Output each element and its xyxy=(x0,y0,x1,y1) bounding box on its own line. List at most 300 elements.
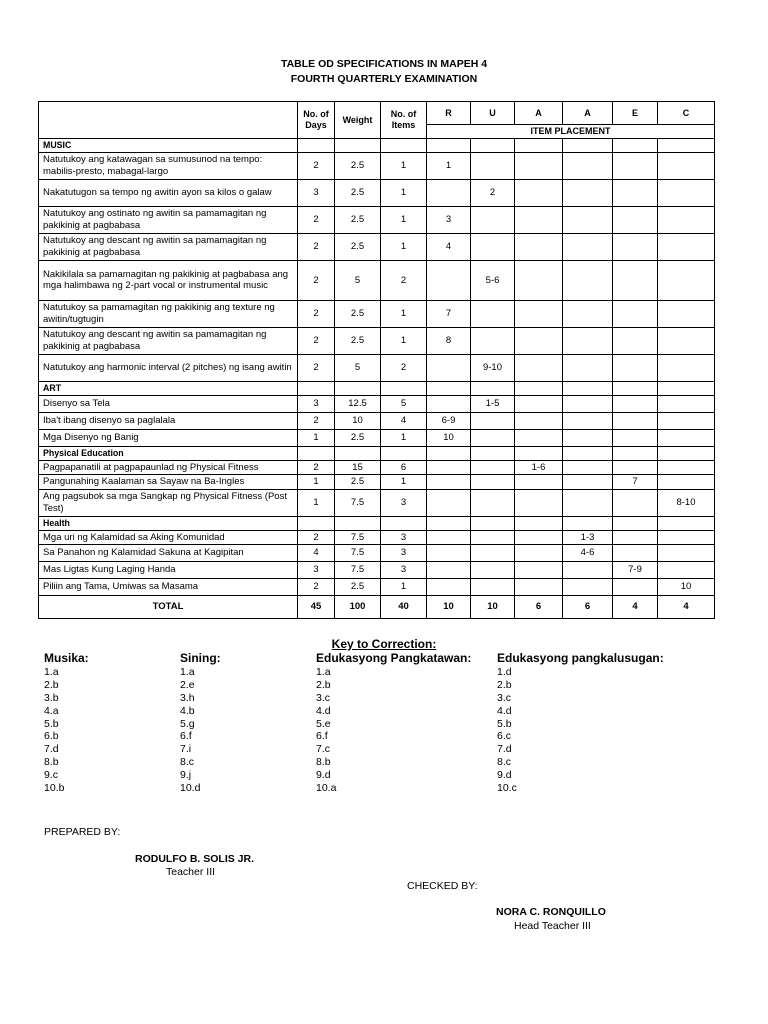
checked-by-title: Head Teacher III xyxy=(514,920,591,932)
key-heading: Musika: xyxy=(44,651,89,665)
a2-cell xyxy=(563,300,613,327)
r-cell xyxy=(427,578,471,595)
r-cell xyxy=(427,561,471,578)
c-cell xyxy=(658,561,715,578)
a2-cell xyxy=(563,475,613,489)
e-cell xyxy=(613,152,658,179)
key-heading: Edukasyong pangkalusugan: xyxy=(497,651,664,665)
empty-cell xyxy=(471,446,515,460)
key-answer: 10.c xyxy=(497,782,517,795)
key-column-sining xyxy=(180,651,221,795)
c-cell xyxy=(658,412,715,429)
empty-cell xyxy=(298,516,335,530)
r-cell xyxy=(427,530,471,544)
days-cell: 1 xyxy=(298,475,335,489)
a2-cell xyxy=(563,412,613,429)
u-cell xyxy=(471,475,515,489)
e-cell: 7-9 xyxy=(613,561,658,578)
e-cell xyxy=(613,260,658,300)
competency-cell: Natutukoy ang ostinato ng awitin sa pamamagitan ng pakikinig at pagbabasa xyxy=(39,206,298,233)
table-row xyxy=(39,530,715,544)
competency-cell: Piliin ang Tama, Umiwas sa Masama xyxy=(39,578,298,595)
total-u-cell: 10 xyxy=(471,595,515,618)
key-answer: 3.c xyxy=(316,691,331,704)
e-cell xyxy=(613,327,658,354)
total-days-cell: 45 xyxy=(298,595,335,618)
competency-header xyxy=(39,102,298,139)
key-answer: 7.c xyxy=(316,743,331,756)
u-cell xyxy=(471,152,515,179)
u-cell xyxy=(471,460,515,474)
key-column-pangkatawan xyxy=(316,651,471,795)
a2-cell xyxy=(563,561,613,578)
a1-cell xyxy=(515,179,563,206)
u-cell: 1-5 xyxy=(471,395,515,412)
empty-cell xyxy=(658,138,715,152)
c-cell xyxy=(658,260,715,300)
empty-cell xyxy=(613,138,658,152)
empty-cell xyxy=(613,446,658,460)
items-cell: 3 xyxy=(381,544,427,561)
table-row xyxy=(39,152,715,179)
items-cell: 1 xyxy=(381,429,427,446)
weight-cell: 2.5 xyxy=(335,578,381,595)
c-cell: 10 xyxy=(658,578,715,595)
r-cell: 6-9 xyxy=(427,412,471,429)
c-cell xyxy=(658,429,715,446)
key-answer: 9.j xyxy=(180,769,192,782)
items-cell: 1 xyxy=(381,475,427,489)
empty-cell xyxy=(515,516,563,530)
weight-cell: 5 xyxy=(335,260,381,300)
key-answer: 9.c xyxy=(44,769,59,782)
items-cell: 3 xyxy=(381,489,427,516)
section-row xyxy=(39,381,715,395)
competency-cell: Natutukoy ang descant ng awitin sa pamamagitan ng pakikinig at pagbabasa xyxy=(39,327,298,354)
e-cell xyxy=(613,206,658,233)
r-cell xyxy=(427,260,471,300)
key-answer: 4.b xyxy=(180,704,195,717)
weight-cell: 2.5 xyxy=(335,475,381,489)
competency-cell: Pagpapanatili at pagpapaunlad ng Physical Fitness xyxy=(39,460,298,474)
competency-cell: Mas Ligtas Kung Laging Handa xyxy=(39,561,298,578)
c-cell xyxy=(658,300,715,327)
days-cell: 2 xyxy=(298,530,335,544)
section-row xyxy=(39,516,715,530)
e-cell xyxy=(613,489,658,516)
key-answer: 1.a xyxy=(44,666,59,678)
document-title: TABLE OD SPECIFICATIONS IN MAPEH 4 xyxy=(280,58,488,70)
empty-cell xyxy=(335,446,381,460)
c-cell xyxy=(658,460,715,474)
key-answer: 4.d xyxy=(497,704,512,717)
a1-cell xyxy=(515,354,563,381)
empty-cell xyxy=(563,516,613,530)
u-cell xyxy=(471,561,515,578)
r-cell xyxy=(427,544,471,561)
e-header: E xyxy=(613,102,658,125)
r-cell xyxy=(427,475,471,489)
a2-cell xyxy=(563,489,613,516)
days-cell: 2 xyxy=(298,578,335,595)
key-heading: Sining: xyxy=(180,651,221,665)
e-cell xyxy=(613,429,658,446)
c-cell xyxy=(658,544,715,561)
empty-cell xyxy=(658,381,715,395)
empty-cell xyxy=(381,446,427,460)
weight-cell: 12.5 xyxy=(335,395,381,412)
a2-header: A xyxy=(563,102,613,125)
r-cell xyxy=(427,489,471,516)
competency-cell: Pangunahing Kaalaman sa Sayaw na Ba-Ingles xyxy=(39,475,298,489)
total-e-cell: 4 xyxy=(613,595,658,618)
empty-cell xyxy=(335,381,381,395)
key-answer: 6.f xyxy=(180,730,192,743)
section-row xyxy=(39,446,715,460)
section-title: Physical Education xyxy=(39,446,298,460)
weight-cell: 2.5 xyxy=(335,179,381,206)
weight-cell: 7.5 xyxy=(335,544,381,561)
key-answer: 3.b xyxy=(44,691,59,704)
u-header: U xyxy=(471,102,515,125)
empty-cell xyxy=(658,446,715,460)
section-title: Health xyxy=(39,516,298,530)
key-answer: 9.d xyxy=(497,769,512,782)
key-answer: 4.d xyxy=(316,704,331,717)
days-cell: 2 xyxy=(298,233,335,260)
a1-cell xyxy=(515,489,563,516)
days-header: No. of Days xyxy=(298,102,335,139)
weight-cell: 5 xyxy=(335,354,381,381)
key-answer: 10.b xyxy=(44,782,65,795)
weight-cell: 2.5 xyxy=(335,429,381,446)
u-cell xyxy=(471,327,515,354)
days-cell: 2 xyxy=(298,260,335,300)
key-answer: 8.b xyxy=(44,756,59,769)
table-row xyxy=(39,544,715,561)
e-cell xyxy=(613,300,658,327)
a2-cell xyxy=(563,429,613,446)
e-cell xyxy=(613,530,658,544)
key-answer: 8.c xyxy=(497,756,512,769)
competency-cell: Nakatutugon sa tempo ng awitin ayon sa kilos o galaw xyxy=(39,179,298,206)
key-answer: 5.b xyxy=(497,717,512,730)
section-title: MUSIC xyxy=(39,138,298,152)
a1-cell xyxy=(515,300,563,327)
c-cell xyxy=(658,475,715,489)
checked-by-name: NORA C. RONQUILLO xyxy=(496,906,606,918)
a2-cell xyxy=(563,206,613,233)
r-cell xyxy=(427,179,471,206)
key-answer: 1.d xyxy=(497,666,512,678)
weight-cell: 2.5 xyxy=(335,206,381,233)
a1-cell xyxy=(515,412,563,429)
key-answer: 5.e xyxy=(316,717,331,730)
checked-by-label: CHECKED BY: xyxy=(407,880,478,892)
key-answer: 2.b xyxy=(497,678,512,691)
empty-cell xyxy=(471,381,515,395)
total-a2-cell: 6 xyxy=(563,595,613,618)
days-cell: 1 xyxy=(298,429,335,446)
total-items-cell: 40 xyxy=(381,595,427,618)
table-row xyxy=(39,206,715,233)
e-cell xyxy=(613,233,658,260)
empty-cell xyxy=(381,516,427,530)
days-cell: 2 xyxy=(298,412,335,429)
a2-cell: 1-3 xyxy=(563,530,613,544)
e-cell xyxy=(613,395,658,412)
table-row xyxy=(39,354,715,381)
key-title: Key to Correction: xyxy=(331,637,437,651)
table-body xyxy=(39,138,715,618)
c-cell xyxy=(658,233,715,260)
empty-cell xyxy=(427,381,471,395)
competency-cell: Sa Panahon ng Kalamidad Sakuna at Kagipitan xyxy=(39,544,298,561)
items-cell: 5 xyxy=(381,395,427,412)
days-cell: 1 xyxy=(298,489,335,516)
key-answer: 8.b xyxy=(316,756,331,769)
weight-cell: 7.5 xyxy=(335,489,381,516)
r-cell xyxy=(427,354,471,381)
key-answer: 7.d xyxy=(497,743,512,756)
prepared-by-title: Teacher III xyxy=(166,866,216,878)
competency-cell: Disenyo sa Tela xyxy=(39,395,298,412)
a1-cell xyxy=(515,152,563,179)
days-cell: 3 xyxy=(298,179,335,206)
items-cell: 6 xyxy=(381,460,427,474)
u-cell xyxy=(471,544,515,561)
c-cell xyxy=(658,354,715,381)
weight-cell: 2.5 xyxy=(335,327,381,354)
r-cell xyxy=(427,460,471,474)
key-answer: 3.h xyxy=(180,691,195,704)
u-cell xyxy=(471,429,515,446)
a1-cell xyxy=(515,395,563,412)
a2-cell xyxy=(563,260,613,300)
weight-cell: 15 xyxy=(335,460,381,474)
r-header: R xyxy=(427,102,471,125)
u-cell: 5-6 xyxy=(471,260,515,300)
r-cell: 8 xyxy=(427,327,471,354)
a2-cell: 4-6 xyxy=(563,544,613,561)
empty-cell xyxy=(658,516,715,530)
u-cell xyxy=(471,578,515,595)
e-cell xyxy=(613,354,658,381)
table-row xyxy=(39,327,715,354)
u-cell xyxy=(471,206,515,233)
r-cell: 1 xyxy=(427,152,471,179)
a2-cell xyxy=(563,354,613,381)
key-heading: Edukasyong Pangkatawan: xyxy=(316,651,472,665)
total-c-cell: 4 xyxy=(658,595,715,618)
specifications-table xyxy=(38,101,715,619)
empty-cell xyxy=(298,381,335,395)
r-cell: 10 xyxy=(427,429,471,446)
weight-cell: 2.5 xyxy=(335,300,381,327)
empty-cell xyxy=(471,516,515,530)
r-cell: 7 xyxy=(427,300,471,327)
weight-header: Weight xyxy=(335,102,381,139)
a1-cell xyxy=(515,233,563,260)
key-answer: 6.c xyxy=(497,730,512,743)
days-cell: 2 xyxy=(298,327,335,354)
empty-cell xyxy=(515,381,563,395)
days-cell: 2 xyxy=(298,152,335,179)
days-cell: 2 xyxy=(298,300,335,327)
key-column-pangkalusugan xyxy=(497,651,664,795)
weight-cell: 10 xyxy=(335,412,381,429)
key-answer: 2.b xyxy=(316,678,331,691)
u-cell xyxy=(471,489,515,516)
a1-cell xyxy=(515,578,563,595)
a1-cell xyxy=(515,561,563,578)
table-row xyxy=(39,412,715,429)
competency-cell: Natutukoy sa pamamagitan ng pakikinig ang texture ng awitin/tugtugin xyxy=(39,300,298,327)
items-cell: 1 xyxy=(381,300,427,327)
key-answer: 9.d xyxy=(316,769,331,782)
empty-cell xyxy=(613,516,658,530)
a1-cell: 1-6 xyxy=(515,460,563,474)
key-answer: 8.c xyxy=(180,756,195,769)
a1-cell xyxy=(515,544,563,561)
items-header: No. of Items xyxy=(381,102,427,139)
a1-cell xyxy=(515,327,563,354)
u-cell xyxy=(471,300,515,327)
key-answer: 1.a xyxy=(316,666,331,678)
c-cell xyxy=(658,206,715,233)
competency-cell: Ang pagsubok sa mga Sangkap ng Physical Fitness (Post Test) xyxy=(39,489,298,516)
a1-cell xyxy=(515,206,563,233)
weight-cell: 2.5 xyxy=(335,152,381,179)
r-cell: 4 xyxy=(427,233,471,260)
competency-cell: Nakikilala sa pamamagitan ng pakikinig at pagbabasa ang mga halimbawa ng 2-part vocal or instrumental music xyxy=(39,260,298,300)
total-row xyxy=(39,595,715,618)
competency-cell: Mga Disenyo ng Banig xyxy=(39,429,298,446)
key-answer: 2.e xyxy=(180,678,195,691)
a1-header: A xyxy=(515,102,563,125)
e-cell xyxy=(613,179,658,206)
items-cell: 4 xyxy=(381,412,427,429)
a2-cell xyxy=(563,578,613,595)
prepared-by-label: PREPARED BY: xyxy=(44,826,121,838)
items-cell: 1 xyxy=(381,233,427,260)
key-answer: 1.a xyxy=(180,666,195,678)
e-cell xyxy=(613,578,658,595)
empty-cell xyxy=(515,446,563,460)
key-answer: 6.b xyxy=(44,730,59,743)
key-answer: 4.a xyxy=(44,704,59,717)
u-cell xyxy=(471,233,515,260)
days-cell: 2 xyxy=(298,206,335,233)
table-row xyxy=(39,260,715,300)
key-answer: 10.a xyxy=(316,782,337,795)
a2-cell xyxy=(563,179,613,206)
e-cell xyxy=(613,412,658,429)
a2-cell xyxy=(563,327,613,354)
u-cell: 9-10 xyxy=(471,354,515,381)
section-title: ART xyxy=(39,381,298,395)
competency-cell: Iba't ibang disenyo sa paglalala xyxy=(39,412,298,429)
empty-cell xyxy=(381,138,427,152)
table-row xyxy=(39,233,715,260)
table-row xyxy=(39,460,715,474)
days-cell: 2 xyxy=(298,460,335,474)
u-cell: 2 xyxy=(471,179,515,206)
total-label-cell: TOTAL xyxy=(39,595,298,618)
document-subtitle: FOURTH QUARTERLY EXAMINATION xyxy=(290,73,478,85)
table-row xyxy=(39,475,715,489)
items-cell: 1 xyxy=(381,152,427,179)
items-cell: 2 xyxy=(381,354,427,381)
items-cell: 3 xyxy=(381,561,427,578)
c-cell xyxy=(658,395,715,412)
empty-cell xyxy=(335,138,381,152)
key-answer: 10.d xyxy=(180,782,201,795)
key-column-musika xyxy=(44,651,89,795)
c-header: C xyxy=(658,102,715,125)
c-cell xyxy=(658,179,715,206)
a2-cell xyxy=(563,460,613,474)
empty-cell xyxy=(613,381,658,395)
items-cell: 1 xyxy=(381,327,427,354)
c-cell xyxy=(658,327,715,354)
competency-cell: Natutukoy ang katawagan sa sumusunod na tempo: mabilis-presto, mabagal-largo xyxy=(39,152,298,179)
prepared-by-name: RODULFO B. SOLIS JR. xyxy=(135,853,255,865)
weight-cell: 7.5 xyxy=(335,530,381,544)
a1-cell xyxy=(515,429,563,446)
a1-cell xyxy=(515,530,563,544)
section-row xyxy=(39,138,715,152)
key-answer: 7.i xyxy=(180,743,192,756)
empty-cell xyxy=(427,516,471,530)
weight-cell: 2.5 xyxy=(335,233,381,260)
empty-cell xyxy=(563,446,613,460)
a2-cell xyxy=(563,395,613,412)
e-cell: 7 xyxy=(613,475,658,489)
e-cell xyxy=(613,460,658,474)
e-cell xyxy=(613,544,658,561)
items-cell: 1 xyxy=(381,206,427,233)
table-row xyxy=(39,429,715,446)
items-cell: 1 xyxy=(381,179,427,206)
r-cell: 3 xyxy=(427,206,471,233)
empty-cell xyxy=(471,138,515,152)
items-cell: 1 xyxy=(381,578,427,595)
a1-cell xyxy=(515,475,563,489)
key-answer: 7.d xyxy=(44,743,59,756)
c-cell xyxy=(658,152,715,179)
total-a1-cell: 6 xyxy=(515,595,563,618)
key-answer: 5.b xyxy=(44,717,59,730)
a2-cell xyxy=(563,233,613,260)
weight-cell: 7.5 xyxy=(335,561,381,578)
empty-cell xyxy=(381,381,427,395)
c-cell: 8-10 xyxy=(658,489,715,516)
key-answer: 5.g xyxy=(180,717,195,730)
competency-cell: Mga uri ng Kalamidad sa Aking Komunidad xyxy=(39,530,298,544)
days-cell: 3 xyxy=(298,561,335,578)
days-cell: 2 xyxy=(298,354,335,381)
table-row xyxy=(39,578,715,595)
key-answer: 2.b xyxy=(44,678,59,691)
table-row xyxy=(39,489,715,516)
key-answer: 6.f xyxy=(316,730,328,743)
a1-cell xyxy=(515,260,563,300)
table-row xyxy=(39,300,715,327)
empty-cell xyxy=(563,138,613,152)
competency-cell: Natutukoy ang harmonic interval (2 pitches) ng isang awitin xyxy=(39,354,298,381)
empty-cell xyxy=(298,138,335,152)
